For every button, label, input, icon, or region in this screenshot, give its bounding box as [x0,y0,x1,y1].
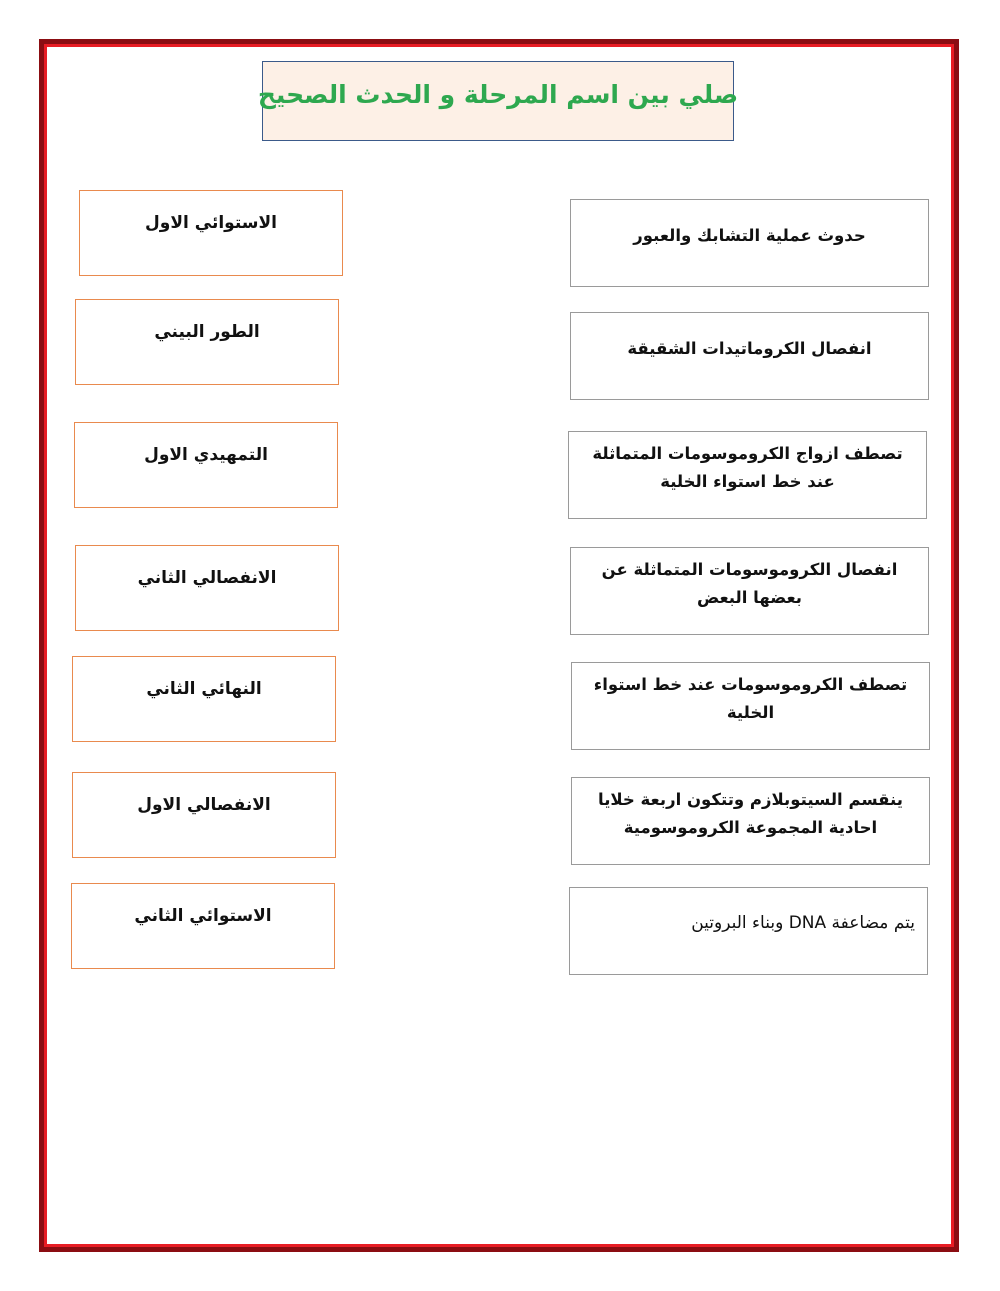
event-text: انفصال الكروماتيدات الشقيقة [627,339,872,358]
stage-label: الانفصالي الثاني [137,568,277,588]
stage-box[interactable] [74,422,338,508]
stage-box[interactable] [75,545,339,631]
stage-label: النهائي الثاني [146,679,262,699]
worksheet-title: صلي بين اسم المرحلة و الحدث الصحيح [257,79,739,109]
event-box[interactable] [570,547,929,635]
event-text: انفصال الكروموسومات المتماثلة عن بعضها البعض [601,560,898,607]
stage-box[interactable] [79,190,343,276]
stage-box[interactable] [71,883,335,969]
stage-label: التمهيدي الاول [144,445,268,465]
event-text: تصطف ازواج الكروموسومات المتماثلة عند خط استواء الخلية [592,444,903,491]
event-box[interactable] [571,777,930,865]
stage-label: الاستوائي الثاني [134,906,272,926]
stage-label: الطور البيني [154,322,260,342]
title-box [257,61,739,141]
event-box[interactable] [570,312,929,400]
stage-box[interactable] [72,772,336,858]
event-box[interactable] [570,199,929,287]
stage-box[interactable] [75,299,339,385]
event-text: ينقسم السيتوبلازم وتتكون اربعة خلايا احادية المجموعة الكروموسومية [598,790,903,837]
event-text: حدوث عملية التشابك والعبور [633,226,866,245]
event-box[interactable] [571,662,930,750]
stage-label: الانفصالي الاول [137,795,271,815]
event-text: يتم مضاعفة DNA وبناء البروتين [691,913,915,933]
event-box[interactable] [569,887,928,975]
stage-box[interactable] [72,656,336,742]
event-box[interactable] [568,431,927,519]
event-text: تصطف الكروموسومات عند خط استواء الخلية [593,675,908,722]
stage-label: الاستوائي الاول [145,213,277,233]
